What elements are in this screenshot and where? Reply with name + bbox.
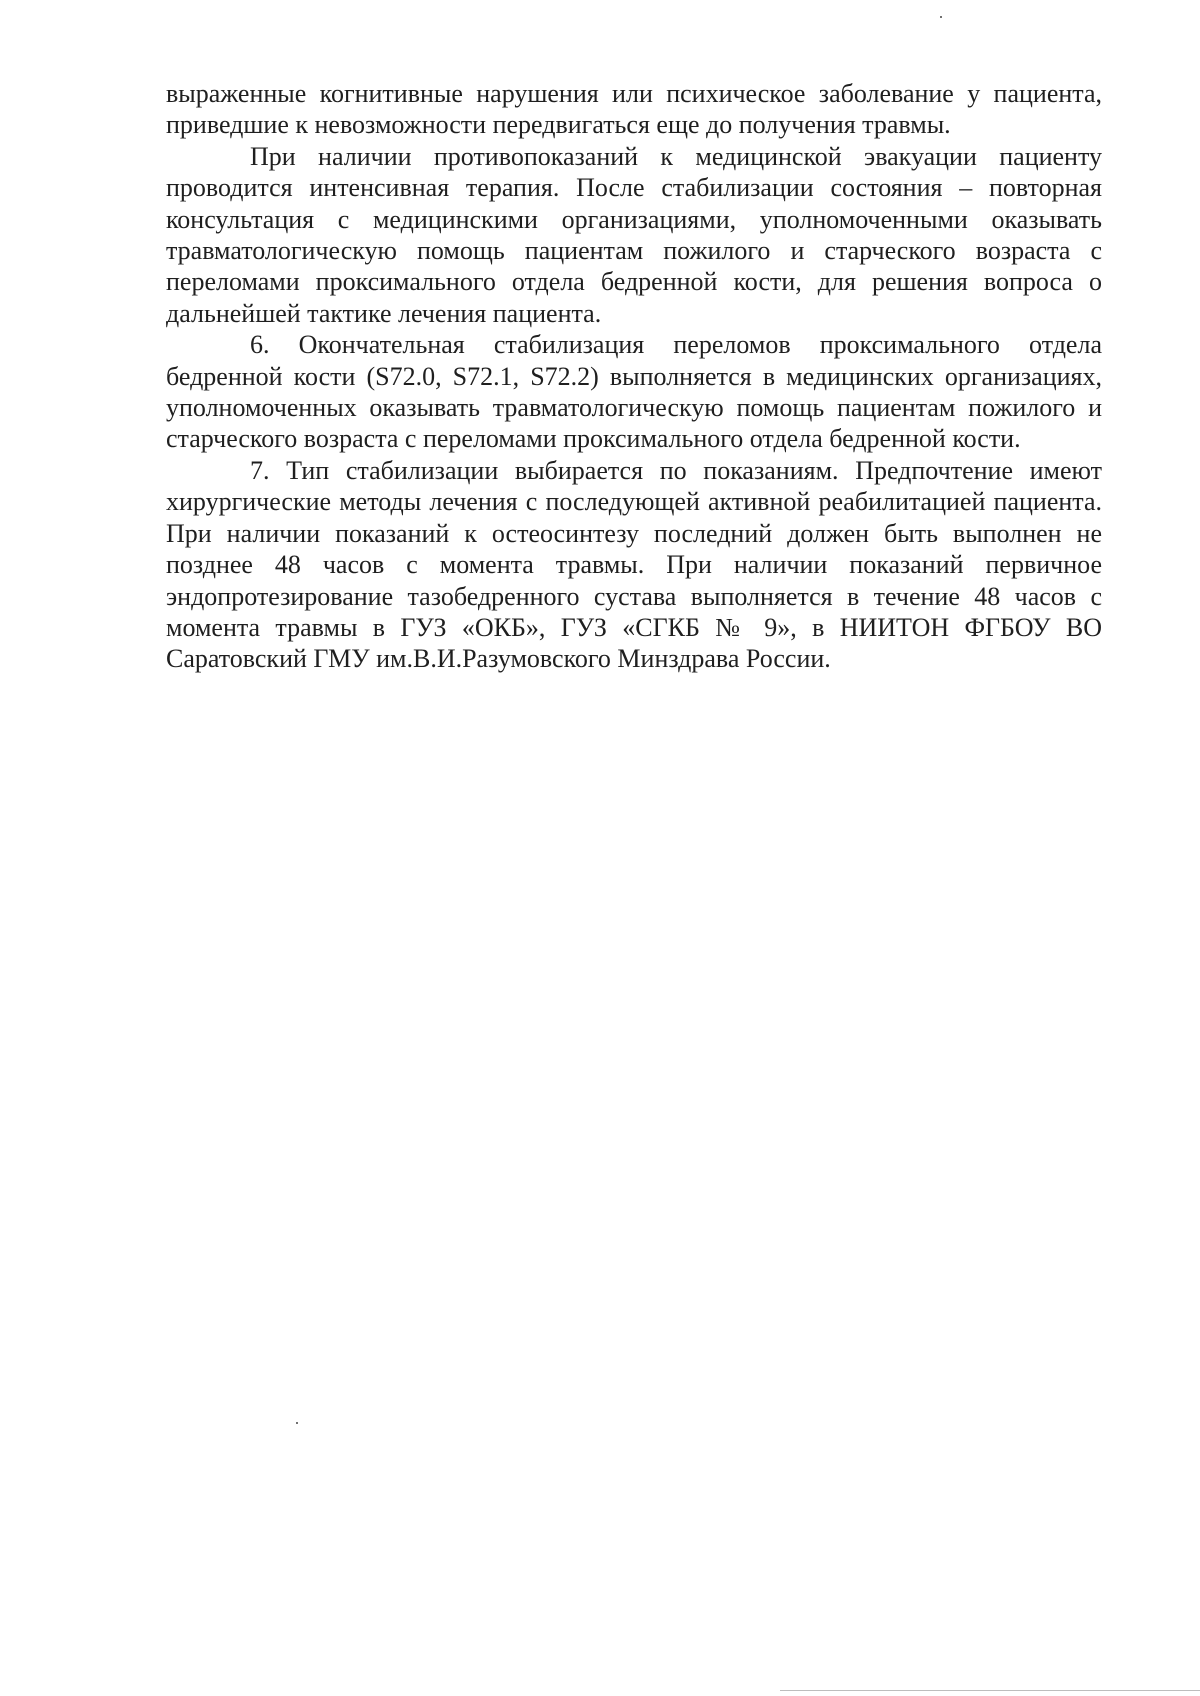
scan-speck [296, 1422, 298, 1424]
paragraph-item-6: 6. Окончательная стабилизация переломов проксимального отдела бедренной кости (S72.0, S72.1, S72.2) выполняется в медицинских организациях, уполномоченных оказывать травматологическую помощь пациентам пожилого и старческого возраста с переломами проксимального отдела бедренной кости. [166, 330, 1102, 454]
document-body [166, 78, 1102, 675]
paragraph-contraindications: При наличии противопоказаний к медицинской эвакуации пациенту проводится интенсивная терапия. После стабилизации состояния – повторная консультация с медицинскими организациями, уполномоченными оказывать травматологическую помощь пациентам пожилого и старческого возраста с переломами проксимального отдела бедренной кости, для решения вопроса о дальнейшей тактике лечения пациента. [166, 141, 1102, 328]
scan-speck [940, 16, 942, 18]
scan-edge-line [780, 1690, 1200, 1691]
paragraph-continuation: выраженные когнитивные нарушения или психическое заболевание у пациента, приведшие к невозможности передвигаться еще до получения травмы. [166, 79, 1102, 140]
paragraph-item-7: 7. Тип стабилизации выбирается по показаниям. Предпочтение имеют хирургические методы лечения с последующей активной реабилитацией пациента. При наличии показаний к остеосинтезу последний должен быть выполнен не позднее 48 часов с момента травмы. При наличии показаний первичное эндопротезирование тазобедренного сустава выполняется в течение 48 часов с момента травмы в ГУЗ «ОКБ», ГУЗ «СГКБ № 9», в НИИТОН ФГБОУ ВО Саратовский ГМУ им.В.И.Разумовского Минздрава России. [166, 455, 1102, 674]
